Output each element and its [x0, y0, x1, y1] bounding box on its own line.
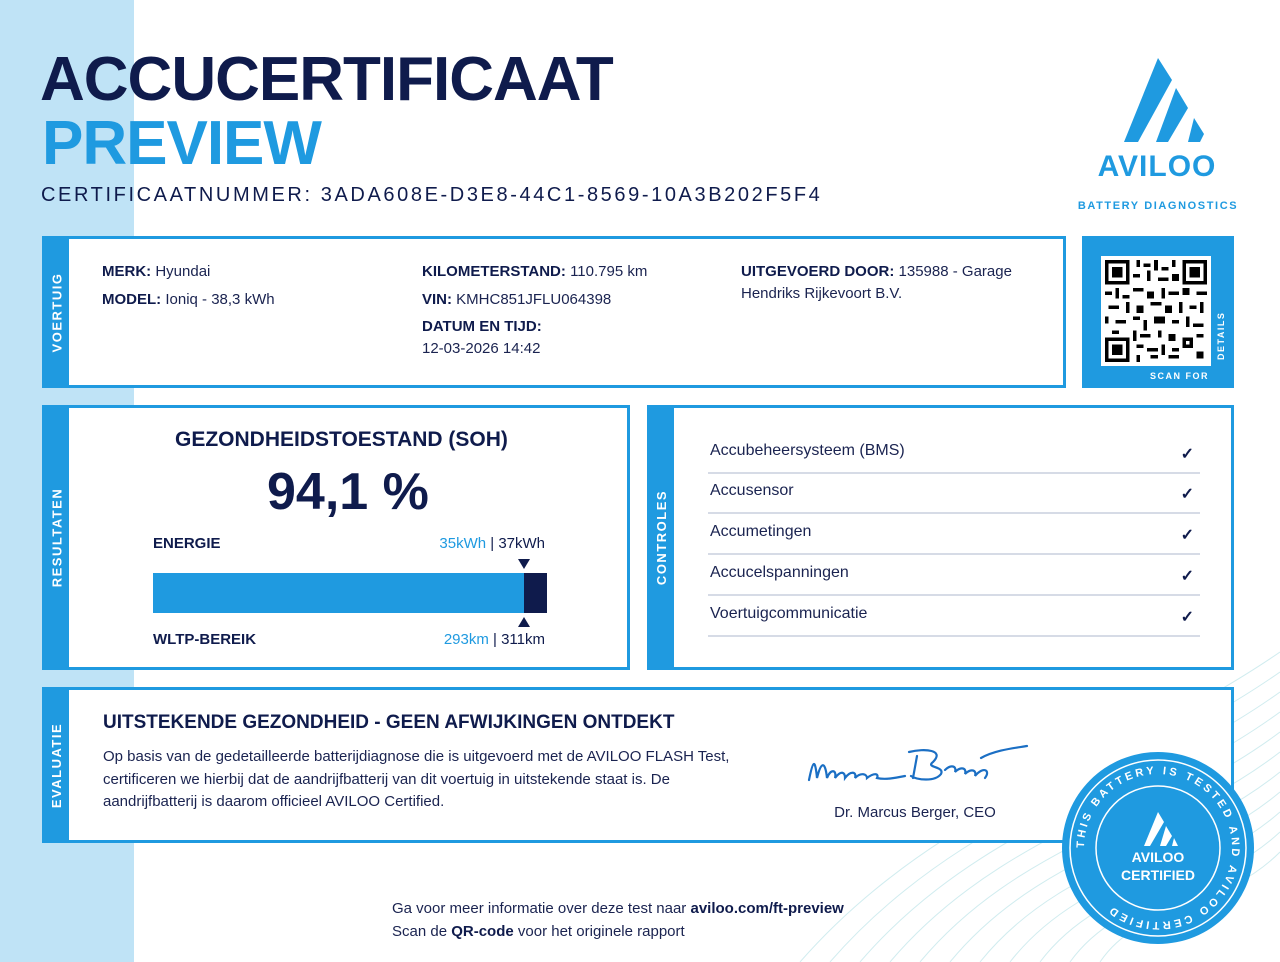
performed-value-line2: Hendriks Rijkevoort B.V.: [741, 285, 903, 302]
soh-progress-fill: [153, 573, 524, 613]
results-section-label: RESULTATEN: [49, 487, 65, 588]
brand-wordmark: AVILOO: [1097, 150, 1217, 183]
footer-qr-prefix: Scan de: [392, 923, 452, 940]
footer-qr-line: [392, 923, 685, 940]
vehicle-section: [42, 236, 1066, 388]
control-item: [708, 513, 1200, 555]
footer-info-line: [392, 900, 844, 917]
checkmark-icon: ✓: [1180, 527, 1194, 544]
control-item-label: Accucelspanningen: [710, 564, 849, 581]
performed-value-line1: 135988 - Garage: [898, 263, 1012, 280]
svg-text:AVILOO: AVILOO: [1131, 849, 1185, 865]
vin-label: VIN:: [422, 291, 452, 308]
results-section: [42, 405, 630, 670]
performed-by-field: [741, 261, 1012, 305]
brand-field: [102, 261, 210, 283]
footer-qr-bold: QR-code: [451, 923, 514, 940]
range-nominal: 311km: [501, 631, 545, 648]
certificate-title: ACCUCERTIFICAAT: [40, 45, 613, 114]
energy-current: 35kWh: [439, 535, 487, 552]
qr-details-label: DETAILS: [1216, 311, 1226, 360]
checkmark-icon: ✓: [1180, 609, 1194, 626]
vin-field: [422, 289, 611, 311]
datetime-value: 12-03-2026 14:42: [422, 340, 541, 357]
checkmark-icon: ✓: [1180, 568, 1194, 585]
soh-value: 94,1 %: [267, 463, 429, 521]
aviloo-certified-seal-icon: [1060, 750, 1256, 946]
soh-title: GEZONDHEIDSTOESTAND (SOH): [175, 428, 508, 451]
footer-qr-suffix: voor het originele rapport: [513, 923, 685, 940]
controls-section: [647, 405, 1234, 670]
checkmark-icon: ✓: [1180, 446, 1194, 463]
control-item: [708, 595, 1200, 637]
controls-section-label: CONTROLES: [654, 489, 670, 586]
evaluation-section: [42, 687, 1234, 843]
mileage-label: KILOMETERSTAND:: [422, 263, 566, 280]
control-item: [708, 432, 1200, 474]
brand-tagline: BATTERY DIAGNOSTICS: [1077, 200, 1239, 212]
performed-label: UITGEVOERD DOOR:: [741, 263, 895, 280]
control-item: [708, 472, 1200, 514]
datetime-field: [422, 316, 542, 360]
soh-marker-bottom-icon: [518, 617, 530, 627]
evaluation-text: Op basis van de gedetailleerde batterijdiagnose die is uitgevoerd met de AVILOO FLASH Test, certificeren we hierbij dat de aandrijfbatterij van dit voertuig in uitstekende staat is. De aandrijfbatterij is daarom officieel AVILOO Certified.: [103, 748, 730, 810]
footer-link[interactable]: aviloo.com/ft-preview: [690, 900, 844, 917]
brand-value: Hyundai: [155, 263, 211, 280]
control-item: [708, 554, 1200, 596]
control-item-label: Accusensor: [710, 482, 794, 499]
brand-label: MERK:: [102, 263, 152, 280]
qr-scan-label: SCAN FOR: [1150, 371, 1209, 381]
soh-marker-top-icon: [518, 559, 530, 569]
energy-nominal: 37kWh: [498, 535, 545, 552]
energy-separator: |: [486, 535, 499, 552]
control-item-label: Voertuigcommunicatie: [710, 605, 868, 622]
energy-values: [439, 535, 545, 552]
certificate-number: CERTIFICAATNUMMER: 3ADA608E-D3E8-44C1-8569-10A3B202F5F4: [41, 184, 823, 206]
range-separator: |: [488, 631, 502, 648]
signature-image: [805, 740, 1035, 796]
aviloo-logo-icon: [1072, 50, 1244, 220]
qr-code-icon[interactable]: [1105, 260, 1207, 362]
range-values: [444, 631, 545, 648]
mileage-field: [422, 261, 647, 283]
control-item-label: Accumetingen: [710, 523, 812, 540]
mileage-value: 110.795 km: [570, 263, 648, 280]
range-current: 293km: [443, 631, 489, 648]
footer-info-prefix: Ga voor meer informatie over deze test naar: [392, 900, 691, 917]
vin-value: KMHC851JFLU064398: [456, 291, 612, 308]
signer-name: Dr. Marcus Berger, CEO: [834, 804, 996, 821]
model-value: Ioniq - 38,3 kWh: [165, 291, 275, 308]
model-label: MODEL:: [102, 291, 162, 308]
model-field: [102, 289, 275, 311]
checkmark-icon: ✓: [1180, 486, 1194, 503]
evaluation-title: UITSTEKENDE GEZONDHEID - GEEN AFWIJKINGEN ONTDEKT: [103, 712, 675, 733]
range-label: WLTP-BEREIK: [153, 631, 257, 648]
svg-text:THIS BATTERY IS TESTED AND AVI: THIS BATTERY IS TESTED AND AVILOO CERTIFIED: [1074, 764, 1242, 932]
soh-progress-bar: [153, 573, 547, 613]
svg-text:CERTIFIED: CERTIFIED: [1121, 867, 1195, 883]
certificate-subtitle: PREVIEW: [42, 109, 321, 178]
vehicle-section-label: VOERTUIG: [49, 272, 65, 352]
control-item-label: Accubeheersysteem (BMS): [710, 442, 905, 459]
datetime-label: DATUM EN TIJD:: [422, 318, 542, 335]
evaluation-section-label: EVALUATIE: [49, 722, 65, 808]
energy-label: ENERGIE: [153, 535, 221, 552]
